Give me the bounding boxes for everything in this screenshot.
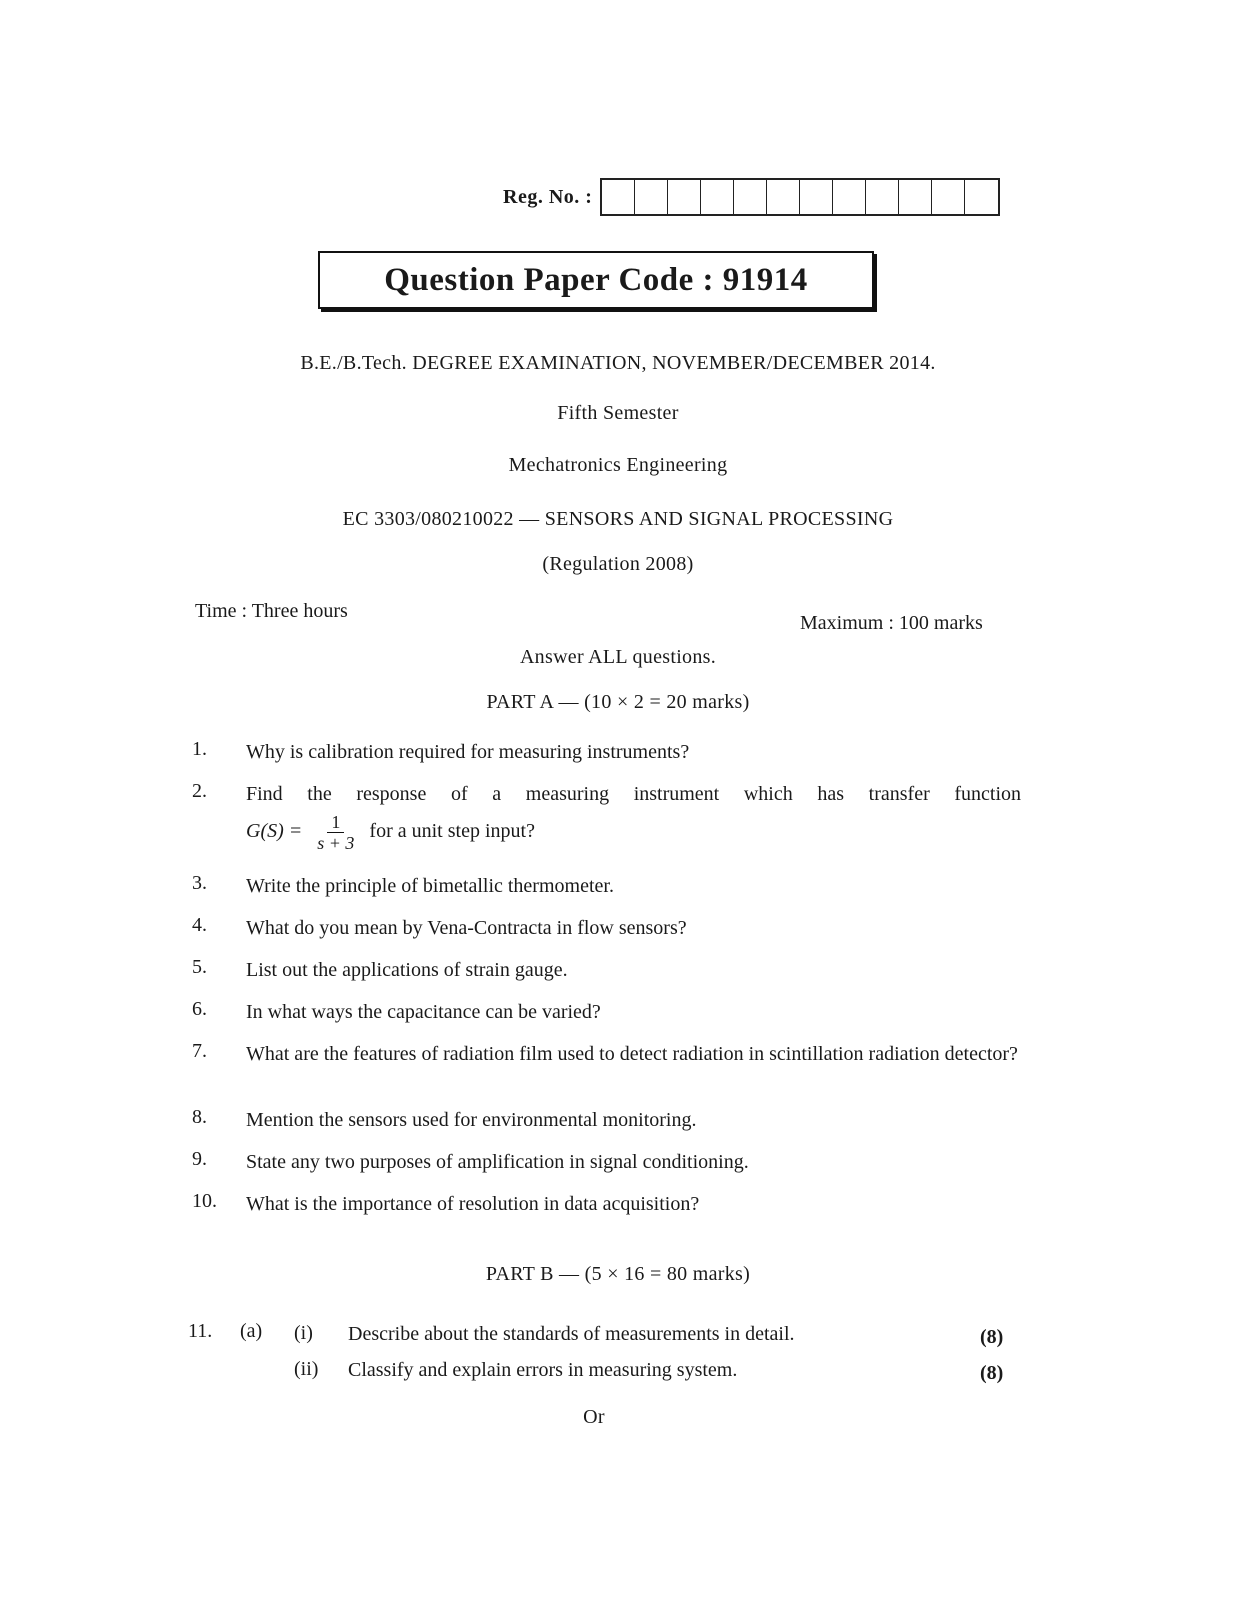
q6-text: In what ways the capacitance can be varied? — [246, 1001, 601, 1023]
q7-text: What are the features of radiation film used to detect radiation in scintillation radiation detector? — [246, 1043, 1018, 1065]
q9-number: 9. — [192, 1148, 207, 1170]
q2-fraction-numerator: 1 — [327, 812, 344, 833]
reg-number-box — [767, 180, 800, 214]
q11-option-a: (a) — [240, 1320, 263, 1342]
q11-a-i-label: (i) — [294, 1322, 313, 1344]
instruction: Answer ALL questions. — [519, 646, 717, 668]
q3-number: 3. — [192, 872, 207, 894]
reg-number-box — [668, 180, 701, 214]
course-title: EC 3303/080210022 — SENSORS AND SIGNAL PROCESSING — [342, 508, 894, 530]
reg-number-box — [800, 180, 833, 214]
semester: Fifth Semester — [557, 402, 679, 424]
reg-number-box — [965, 180, 998, 214]
q11-a-i-marks: (8) — [980, 1326, 1004, 1348]
q5-number: 5. — [192, 956, 207, 978]
q4-number: 4. — [192, 914, 207, 936]
paper-code-box — [318, 251, 874, 309]
q1-text: Why is calibration required for measuring instruments? — [246, 741, 690, 763]
max-marks: Maximum : 100 marks — [800, 612, 983, 634]
part-a-title: PART A — (10 × 2 = 20 marks) — [486, 691, 750, 713]
reg-number-box — [701, 180, 734, 214]
reg-number-box — [635, 180, 668, 214]
q11-a-ii-text: Classify and explain errors in measuring system. — [348, 1359, 738, 1381]
q8-number: 8. — [192, 1106, 207, 1128]
reg-number-field — [503, 178, 1000, 216]
q2-formula-lhs: G(S) = — [246, 820, 303, 843]
reg-number-box — [833, 180, 866, 214]
q8-text: Mention the sensors used for environmental monitoring. — [246, 1109, 697, 1131]
q1-number: 1. — [192, 738, 207, 760]
branch: Mechatronics Engineering — [508, 454, 728, 476]
q9-text: State any two purposes of amplification in signal conditioning. — [246, 1151, 749, 1173]
q11-a-ii-label: (ii) — [294, 1358, 319, 1380]
part-b-title: PART B — (5 × 16 = 80 marks) — [485, 1263, 751, 1285]
q2-formula-line — [246, 812, 1021, 853]
q3-text: Write the principle of bimetallic thermometer. — [246, 875, 614, 897]
q6-number: 6. — [192, 998, 207, 1020]
q11-a-i-text: Describe about the standards of measurements in detail. — [348, 1323, 795, 1345]
paper-code: Question Paper Code : 91914 — [384, 261, 808, 298]
reg-number-boxes — [600, 178, 1000, 216]
reg-number-label: Reg. No. : — [503, 185, 593, 208]
reg-number-box — [866, 180, 899, 214]
q2-formula-rest: for a unit step input? — [369, 820, 535, 843]
q2-fraction — [313, 812, 358, 853]
q2-number: 2. — [192, 780, 207, 802]
reg-number-box — [602, 180, 635, 214]
q4-text: What do you mean by Vena-Contracta in flow sensors? — [246, 917, 687, 939]
exam-title: B.E./B.Tech. DEGREE EXAMINATION, NOVEMBER/DECEMBER 2014. — [300, 352, 936, 374]
exam-time: Time : Three hours — [195, 600, 348, 622]
q10-text: What is the importance of resolution in data acquisition? — [246, 1193, 700, 1215]
reg-number-box — [734, 180, 767, 214]
reg-number-box — [932, 180, 965, 214]
q5-text: List out the applications of strain gauge. — [246, 959, 568, 981]
q11-number: 11. — [188, 1320, 213, 1342]
q11-a-ii-marks: (8) — [980, 1362, 1004, 1384]
q10-number: 10. — [192, 1190, 217, 1212]
or-separator: Or — [583, 1406, 605, 1428]
q2-line1: Find the response of a measuring instrument which has transfer function — [246, 783, 1021, 805]
q2-fraction-denominator: s + 3 — [317, 833, 355, 853]
q7-number: 7. — [192, 1040, 207, 1062]
reg-number-box — [899, 180, 932, 214]
regulation: (Regulation 2008) — [542, 553, 694, 575]
